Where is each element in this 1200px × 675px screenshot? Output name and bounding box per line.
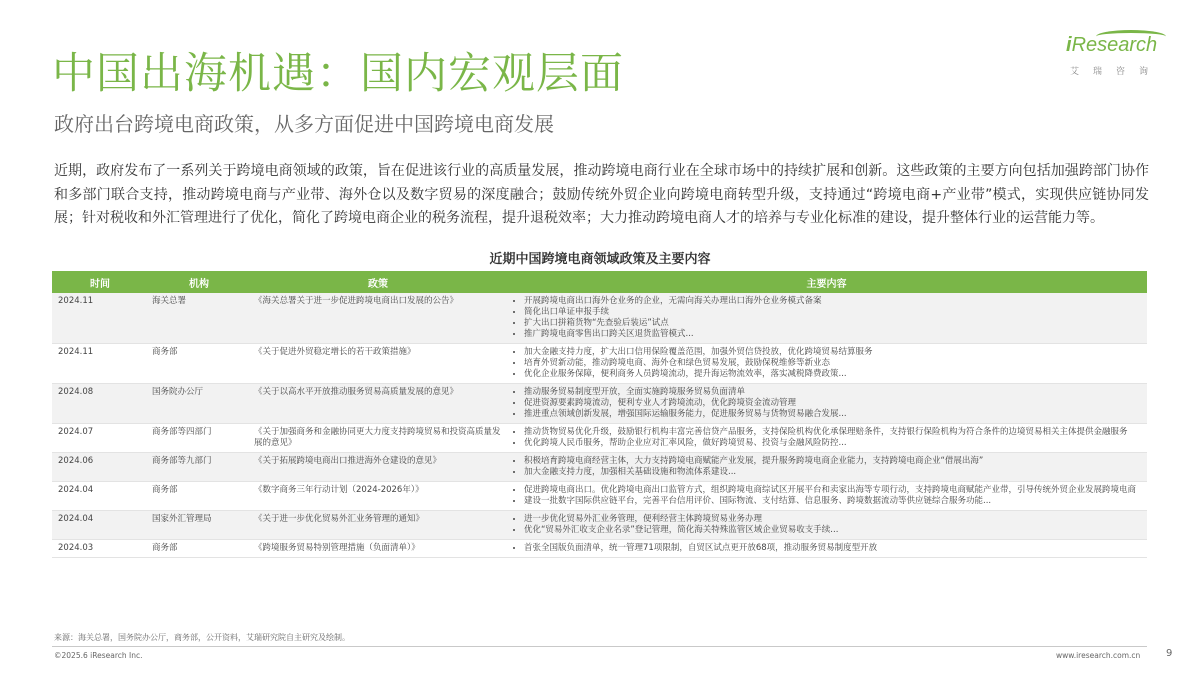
header-time: 时间 bbox=[52, 271, 148, 293]
content-list bbox=[510, 347, 1143, 380]
table-row bbox=[52, 482, 1147, 511]
content-point: • 优化“贸易外汇收支企业名录”登记管理，简化海关特殊监管区域企业贸易收支手续... bbox=[524, 525, 1143, 536]
iresearch-logo bbox=[1066, 30, 1172, 82]
policy-cell: 《关于加强商务和金融协同更大力度支持跨境贸易和投资高质量发展的意见》 bbox=[250, 424, 506, 453]
time-cell: 2024.06 bbox=[52, 453, 148, 482]
content-list bbox=[510, 387, 1143, 420]
content-point: • 加大金融支持力度，加强相关基础设施和物流体系建设... bbox=[524, 467, 1143, 478]
org-cell: 商务部等四部门 bbox=[148, 424, 250, 453]
content-list bbox=[510, 543, 1143, 554]
table-title: 近期中国跨境电商领域政策及主要内容 bbox=[489, 252, 711, 267]
policy-cell: 《关于促进外贸稳定增长的若干政策措施》 bbox=[250, 344, 506, 384]
org-cell: 国家外汇管理局 bbox=[148, 511, 250, 540]
policy-table bbox=[52, 271, 1147, 558]
content-point: • 优化跨境人民币服务，帮助企业应对汇率风险，做好跨境贸易、投资与金融风险防控... bbox=[524, 438, 1143, 449]
content-point: • 推动货物贸易优化升级，鼓励银行机构丰富完善信贷产品服务，支持保险机构优化承保理赔条件，支持银行保险机构为符合条件的边境贸易相关主体提供金融服务 bbox=[524, 427, 1143, 438]
org-cell: 海关总署 bbox=[148, 293, 250, 344]
page-subtitle: 政府出台跨境电商政策，从多方面促进中国跨境电商发展 bbox=[54, 112, 554, 136]
content-point: • 培育外贸新动能，推动跨境电商、海外仓和绿色贸易发展，鼓励保税维修等新业态 bbox=[524, 358, 1143, 369]
content-cell bbox=[506, 293, 1147, 344]
table-row bbox=[52, 540, 1147, 558]
org-cell: 商务部等九部门 bbox=[148, 453, 250, 482]
time-cell: 2024.07 bbox=[52, 424, 148, 453]
content-cell bbox=[506, 482, 1147, 511]
content-cell bbox=[506, 424, 1147, 453]
time-cell: 2024.08 bbox=[52, 384, 148, 424]
content-point: • 积极培育跨境电商经营主体，大力支持跨境电商赋能产业发展，提升服务跨境电商企业能力，支持跨境电商企业“借展出海” bbox=[524, 456, 1143, 467]
content-point: • 推进重点领域创新发展，增强国际运输服务能力，促进服务贸易与货物贸易融合发展... bbox=[524, 409, 1143, 420]
table-body bbox=[52, 293, 1147, 558]
time-cell: 2024.11 bbox=[52, 344, 148, 384]
website-url: www.iresearch.com.cn bbox=[1056, 651, 1141, 660]
content-point: • 首张全国版负面清单，统一管理71项限制，自贸区试点更开放68项，推动服务贸易制度型开放 bbox=[524, 543, 1143, 554]
table-row bbox=[52, 424, 1147, 453]
content-point: • 推动服务贸易制度型开放，全面实施跨境服务贸易负面清单 bbox=[524, 387, 1143, 398]
content-point: • 优化企业服务保障，便利商务人员跨境流动，提升海运物流效率，落实减税降费政策... bbox=[524, 369, 1143, 380]
time-cell: 2024.04 bbox=[52, 511, 148, 540]
content-point: • 建设一批数字国际供应链平台，完善平台信用评价、国际物流、支付结算、信息服务、跨境数据流动等供应链综合服务功能... bbox=[524, 496, 1143, 507]
time-cell: 2024.04 bbox=[52, 482, 148, 511]
policy-cell: 《跨境服务贸易特别管理措施（负面清单）》 bbox=[250, 540, 506, 558]
content-point: • 进一步优化贸易外汇业务管理，便利经营主体跨境贸易业务办理 bbox=[524, 514, 1143, 525]
policy-cell: 《数字商务三年行动计划（2024-2026年）》 bbox=[250, 482, 506, 511]
table-row bbox=[52, 384, 1147, 424]
source-note: 来源：海关总署，国务院办公厅，商务部，公开资料，艾瑞研究院自主研究及绘制。 bbox=[54, 633, 350, 642]
content-point: • 加大金融支持力度，扩大出口信用保险覆盖范围，加强外贸信贷投放，优化跨境贸易结算服务 bbox=[524, 347, 1143, 358]
content-list bbox=[510, 456, 1143, 478]
content-point: • 促进跨境电商出口。优化跨境电商出口监管方式，组织跨境电商综试区开展平台和卖家出海等专项行动，支持跨境电商赋能产业带，引导传统外贸企业发展跨境电商 bbox=[524, 485, 1143, 496]
intro-paragraph: 近期，政府发布了一系列关于跨境电商领域的政策，旨在促进该行业的高质量发展，推动跨境电商行业在全球市场中的持续扩展和创新。这些政策的主要方向包括加强跨部门协作和多部门联合支持，推动跨境电商与产业带、海外仓以及数字贸易的深度融合；鼓励传统外贸企业向跨境电商转型升级，支持通过“跨境电商+产业带”模式，实现供应链协同发展；针对税收和外汇管理进行了优化，简化了跨境电商企业的税务流程，提升退税效率；大力推动跨境电商人才的培养与专业化标准的建设，提升整体行业的运营能力等。 bbox=[54, 163, 1149, 226]
content-point: • 促进资源要素跨境流动，便利专业人才跨境流动，优化跨境资金流动管理 bbox=[524, 398, 1143, 409]
time-cell: 2024.03 bbox=[52, 540, 148, 558]
table-row bbox=[52, 511, 1147, 540]
content-list bbox=[510, 427, 1143, 449]
header-org: 机构 bbox=[148, 271, 250, 293]
time-cell: 2024.11 bbox=[52, 293, 148, 344]
policy-cell: 《关于进一步优化贸易外汇业务管理的通知》 bbox=[250, 511, 506, 540]
org-cell: 商务部 bbox=[148, 540, 250, 558]
content-point: • 简化出口单证申报手续 bbox=[524, 307, 1143, 318]
content-point: • 推广跨境电商零售出口跨关区退货监管模式... bbox=[524, 329, 1143, 340]
content-cell bbox=[506, 453, 1147, 482]
header-policy: 政策 bbox=[250, 271, 506, 293]
content-cell bbox=[506, 540, 1147, 558]
policy-cell: 《关于以高水平开放推动服务贸易高质量发展的意见》 bbox=[250, 384, 506, 424]
logo-wordmark: iResearch bbox=[1066, 34, 1158, 56]
content-point: • 扩大出口拼箱货物“先查验后装运”试点 bbox=[524, 318, 1143, 329]
content-point: • 开展跨境电商出口海外仓业务的企业，无需向海关办理出口海外仓业务模式备案 bbox=[524, 296, 1143, 307]
page-title: 中国出海机遇：国内宏观层面 bbox=[52, 49, 624, 99]
content-cell bbox=[506, 384, 1147, 424]
content-cell bbox=[506, 344, 1147, 384]
table-row bbox=[52, 344, 1147, 384]
policy-cell: 《海关总署关于进一步促进跨境电商出口发展的公告》 bbox=[250, 293, 506, 344]
policy-cell: 《关于拓展跨境电商出口推进海外仓建设的意见》 bbox=[250, 453, 506, 482]
content-cell bbox=[506, 511, 1147, 540]
content-list bbox=[510, 514, 1143, 536]
logo-chinese: 艾瑞咨询 bbox=[1070, 67, 1163, 77]
table-row bbox=[52, 453, 1147, 482]
page-number: 9 bbox=[1166, 648, 1173, 659]
content-list bbox=[510, 485, 1143, 507]
table-row bbox=[52, 293, 1147, 344]
header-content: 主要内容 bbox=[506, 271, 1147, 293]
content-list bbox=[510, 296, 1143, 340]
footer-divider bbox=[52, 646, 1147, 647]
org-cell: 国务院办公厅 bbox=[148, 384, 250, 424]
table-header-row bbox=[52, 271, 1147, 293]
copyright: ©2025.6 iResearch Inc. bbox=[54, 651, 143, 660]
org-cell: 商务部 bbox=[148, 344, 250, 384]
org-cell: 商务部 bbox=[148, 482, 250, 511]
